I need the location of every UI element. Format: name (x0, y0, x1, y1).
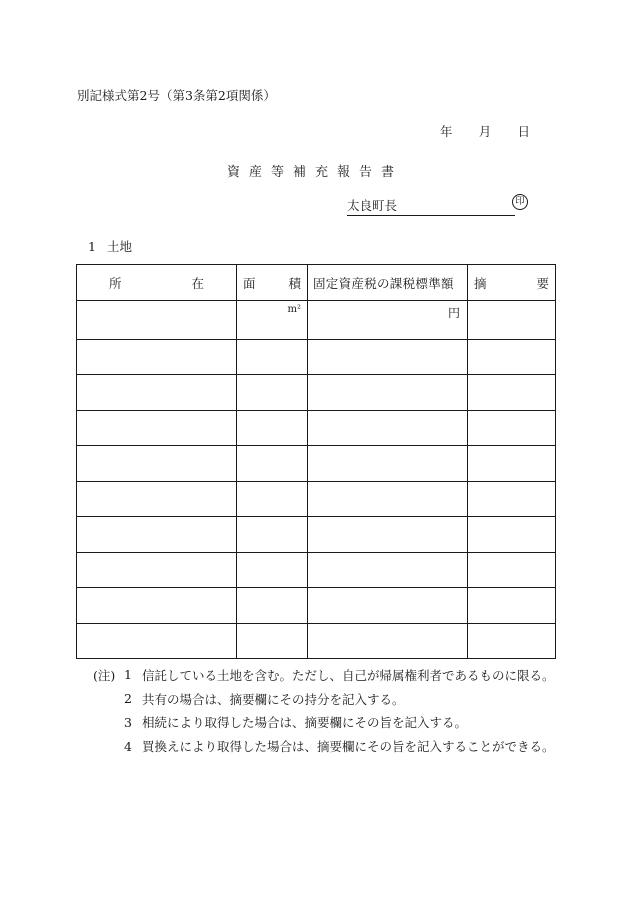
cell-location[interactable] (77, 552, 237, 588)
header-area (237, 265, 308, 301)
note-item (93, 734, 555, 758)
form-number: 別記様式第2号（第3条第2項関係） (77, 88, 276, 103)
date-day: 日 (517, 124, 530, 139)
header-remarks-a: 摘 (474, 275, 487, 291)
cell-area[interactable] (237, 375, 308, 411)
table-row (77, 301, 556, 340)
cell-location[interactable] (77, 446, 237, 482)
cell-remarks[interactable] (468, 588, 556, 624)
note-number: 3 (124, 714, 132, 730)
table-header-row (77, 265, 556, 301)
header-area-a: 面 (243, 275, 256, 291)
cell-area[interactable] (237, 623, 308, 659)
note-number: 1 (124, 667, 132, 683)
table-row (77, 517, 556, 553)
section-heading (88, 237, 132, 255)
date-month: 月 (478, 124, 492, 139)
header-location-b: 在 (191, 275, 204, 291)
header-area-b: 積 (288, 275, 301, 291)
cell-tax-base[interactable] (308, 481, 468, 517)
cell-tax-base[interactable] (308, 517, 468, 553)
cell-location[interactable] (77, 410, 237, 446)
cell-area[interactable] (237, 552, 308, 588)
date-year: 年 (440, 124, 453, 139)
note-item (93, 687, 555, 711)
header-tax-base: 固定資産税の課税標準額 (308, 265, 468, 301)
notes-label: (注) (93, 667, 116, 683)
cell-area[interactable] (237, 446, 308, 482)
cell-location[interactable] (77, 588, 237, 624)
cell-tax-base[interactable] (308, 623, 468, 659)
header-location (77, 265, 237, 301)
cell-area[interactable] (237, 410, 308, 446)
seal-mark: 印 (512, 194, 528, 210)
cell-remarks[interactable] (468, 410, 556, 446)
table-row (77, 588, 556, 624)
note-text: 信託している土地を含む。ただし、自己が帰属権利者であるものに限る。 (142, 667, 555, 683)
cell-tax-base[interactable] (308, 339, 468, 375)
cell-location[interactable] (77, 517, 237, 553)
header-location-a: 所 (109, 275, 122, 291)
date-line (440, 122, 530, 140)
cell-remarks[interactable] (468, 481, 556, 517)
cell-location[interactable] (77, 481, 237, 517)
note-text: 共有の場合は、摘要欄にその持分を記入する。 (142, 691, 405, 707)
cell-tax-base[interactable] (308, 446, 468, 482)
note-text: 買換えにより取得した場合は、摘要欄にその旨を記入することができる。 (142, 739, 555, 755)
table-row (77, 623, 556, 659)
cell-area[interactable] (237, 517, 308, 553)
cell-remarks[interactable] (468, 446, 556, 482)
addressee: 太良町長 (347, 196, 515, 216)
cell-location[interactable] (77, 301, 237, 340)
cell-area[interactable] (237, 588, 308, 624)
table-row (77, 375, 556, 411)
note-item (93, 711, 555, 735)
table-row (77, 481, 556, 517)
cell-remarks[interactable] (468, 339, 556, 375)
header-remarks (468, 265, 556, 301)
table-row (77, 339, 556, 375)
document-title: 資産等補充報告書 (226, 165, 403, 180)
cell-remarks[interactable] (468, 375, 556, 411)
note-number: 4 (124, 738, 132, 754)
cell-area[interactable] (237, 339, 308, 375)
note-number: 2 (124, 691, 132, 707)
notes (93, 663, 555, 758)
cell-area[interactable] (237, 481, 308, 517)
cell-area-unit[interactable]: m² (237, 301, 308, 340)
cell-remarks[interactable] (468, 552, 556, 588)
cell-location[interactable] (77, 339, 237, 375)
cell-tax-base[interactable] (308, 552, 468, 588)
section-number: 1 (88, 239, 96, 254)
cell-remarks[interactable] (468, 301, 556, 340)
table-row (77, 552, 556, 588)
table-row (77, 410, 556, 446)
note-text: 相続により取得した場合は、摘要欄にその旨を記入する。 (142, 715, 468, 731)
cell-location[interactable] (77, 375, 237, 411)
cell-tax-base[interactable] (308, 375, 468, 411)
cell-remarks[interactable] (468, 517, 556, 553)
cell-remarks[interactable] (468, 623, 556, 659)
header-remarks-b: 要 (536, 275, 549, 291)
section-label: 土地 (107, 239, 133, 254)
cell-tax-unit[interactable]: 円 (308, 301, 468, 340)
cell-tax-base[interactable] (308, 410, 468, 446)
table-row (77, 446, 556, 482)
note-item (93, 663, 555, 687)
cell-tax-base[interactable] (308, 588, 468, 624)
land-table (76, 264, 556, 659)
cell-location[interactable] (77, 623, 237, 659)
